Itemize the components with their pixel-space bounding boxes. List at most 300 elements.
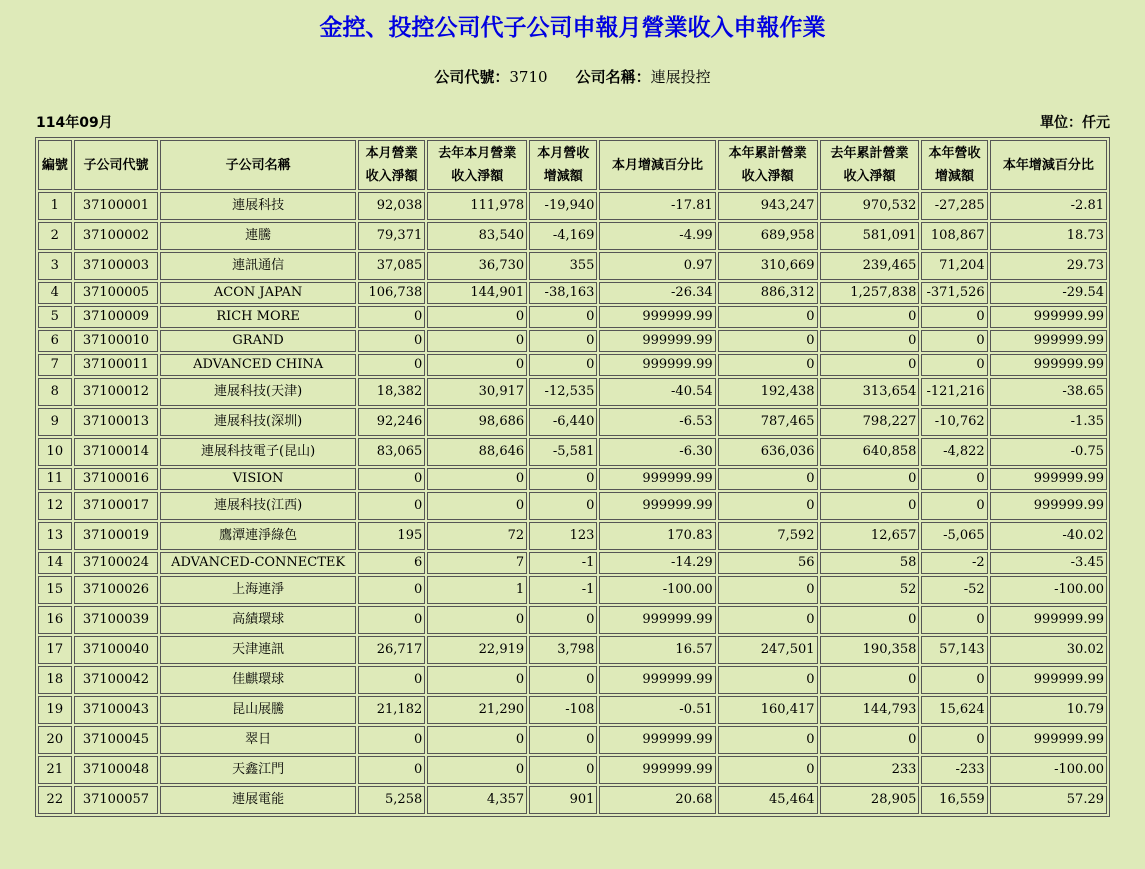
cell-subsidiary-name: 天津連訊 <box>160 636 356 664</box>
cell-ytd-change-pct: 999999.99 <box>990 306 1107 328</box>
cell-month-change: 901 <box>529 786 597 814</box>
cell-month-change: -4,169 <box>529 222 597 250</box>
cell-month-revenue: 0 <box>358 354 425 376</box>
cell-ytd-change: 15,624 <box>921 696 987 724</box>
cell-month-change: 0 <box>529 354 597 376</box>
header-month-revenue <box>358 140 425 190</box>
cell-ytd-change: -5,065 <box>921 522 987 550</box>
cell-month-change: 0 <box>529 606 597 634</box>
cell-no: 11 <box>38 468 72 490</box>
header-label: 本月營業 <box>365 146 418 161</box>
company-name-label: 公司名稱： <box>575 68 651 86</box>
cell-last-year-ytd-revenue: 190,358 <box>820 636 920 664</box>
cell-month-change: 355 <box>529 252 597 280</box>
cell-last-year-ytd-revenue: 0 <box>820 666 920 694</box>
cell-ytd-change: 57,143 <box>921 636 987 664</box>
cell-month-revenue: 5,258 <box>358 786 425 814</box>
cell-ytd-revenue: 160,417 <box>718 696 818 724</box>
cell-subsidiary-name: 鷹潭連淨綠色 <box>160 522 356 550</box>
cell-ytd-revenue: 0 <box>718 666 818 694</box>
cell-subsidiary-name: 天鑫江門 <box>160 756 356 784</box>
cell-last-year-ytd-revenue: 52 <box>820 576 920 604</box>
unit-label: 單位：仟元 <box>1040 115 1110 131</box>
cell-month-change: 0 <box>529 468 597 490</box>
report-period: 114年09月 <box>36 115 113 131</box>
cell-subsidiary-name: 翠日 <box>160 726 356 754</box>
cell-last-year-month-revenue: 30,917 <box>427 378 527 406</box>
table-row <box>38 636 1107 664</box>
cell-ytd-change-pct: -29.54 <box>990 282 1107 304</box>
header-last-year-ytd-revenue <box>820 140 920 190</box>
cell-subsidiary-code: 37100026 <box>74 576 159 604</box>
table-row <box>38 492 1107 520</box>
cell-no: 2 <box>38 222 72 250</box>
cell-subsidiary-name: 連展科技(江西) <box>160 492 356 520</box>
cell-ytd-change-pct: -100.00 <box>990 756 1107 784</box>
cell-month-revenue: 92,038 <box>358 192 425 220</box>
cell-month-change-pct: 20.68 <box>599 786 715 814</box>
cell-last-year-ytd-revenue: 239,465 <box>820 252 920 280</box>
table-row <box>38 222 1107 250</box>
cell-month-change: 0 <box>529 330 597 352</box>
cell-last-year-ytd-revenue: 581,091 <box>820 222 920 250</box>
cell-ytd-change-pct: -100.00 <box>990 576 1107 604</box>
cell-ytd-change: 0 <box>921 354 987 376</box>
cell-ytd-revenue: 45,464 <box>718 786 818 814</box>
cell-month-change-pct: -6.30 <box>599 438 715 466</box>
cell-subsidiary-code: 37100024 <box>74 552 159 574</box>
cell-last-year-month-revenue: 0 <box>427 666 527 694</box>
cell-last-year-ytd-revenue: 58 <box>820 552 920 574</box>
header-label: 收入淨額 <box>741 169 794 184</box>
cell-last-year-month-revenue: 0 <box>427 354 527 376</box>
cell-ytd-revenue: 0 <box>718 468 818 490</box>
cell-month-revenue: 0 <box>358 330 425 352</box>
cell-month-revenue: 195 <box>358 522 425 550</box>
cell-month-change-pct: -17.81 <box>599 192 715 220</box>
cell-last-year-ytd-revenue: 640,858 <box>820 438 920 466</box>
cell-last-year-ytd-revenue: 0 <box>820 354 920 376</box>
header-subsidiary-code <box>74 140 159 190</box>
table-row <box>38 576 1107 604</box>
cell-ytd-change-pct: 18.73 <box>990 222 1107 250</box>
cell-last-year-month-revenue: 1 <box>427 576 527 604</box>
cell-ytd-change-pct: -2.81 <box>990 192 1107 220</box>
cell-subsidiary-name: 連訊通信 <box>160 252 356 280</box>
cell-month-change-pct: 999999.99 <box>599 606 715 634</box>
header-label: 增減額 <box>543 169 583 184</box>
cell-ytd-change: -2 <box>921 552 987 574</box>
cell-month-revenue: 0 <box>358 726 425 754</box>
cell-no: 20 <box>38 726 72 754</box>
cell-ytd-change: -52 <box>921 576 987 604</box>
cell-subsidiary-name: RICH MORE <box>160 306 356 328</box>
cell-no: 19 <box>38 696 72 724</box>
cell-ytd-change: 0 <box>921 666 987 694</box>
cell-ytd-revenue: 886,312 <box>718 282 818 304</box>
cell-ytd-change: 0 <box>921 330 987 352</box>
table-row <box>38 282 1107 304</box>
cell-month-change-pct: 999999.99 <box>599 756 715 784</box>
cell-subsidiary-code: 37100057 <box>74 786 159 814</box>
cell-subsidiary-code: 37100003 <box>74 252 159 280</box>
cell-last-year-month-revenue: 0 <box>427 606 527 634</box>
cell-month-change: 0 <box>529 666 597 694</box>
cell-subsidiary-code: 37100019 <box>74 522 159 550</box>
cell-month-revenue: 37,085 <box>358 252 425 280</box>
header-label: 收入淨額 <box>451 169 504 184</box>
cell-month-change: 0 <box>529 492 597 520</box>
cell-ytd-revenue: 0 <box>718 306 818 328</box>
cell-last-year-ytd-revenue: 0 <box>820 468 920 490</box>
cell-no: 10 <box>38 438 72 466</box>
cell-no: 7 <box>38 354 72 376</box>
cell-ytd-change-pct: 10.79 <box>990 696 1107 724</box>
cell-last-year-ytd-revenue: 233 <box>820 756 920 784</box>
header-label: 增減額 <box>935 169 975 184</box>
header-label: 本月增減百分比 <box>612 157 704 173</box>
cell-subsidiary-code: 37100001 <box>74 192 159 220</box>
cell-no: 6 <box>38 330 72 352</box>
table-row <box>38 666 1107 694</box>
cell-ytd-revenue: 0 <box>718 756 818 784</box>
cell-subsidiary-code: 37100048 <box>74 756 159 784</box>
cell-ytd-revenue: 0 <box>718 576 818 604</box>
cell-month-revenue: 6 <box>358 552 425 574</box>
cell-no: 12 <box>38 492 72 520</box>
company-code: 3710 <box>509 68 548 86</box>
cell-month-change: -19,940 <box>529 192 597 220</box>
cell-month-revenue: 0 <box>358 756 425 784</box>
cell-subsidiary-code: 37100017 <box>74 492 159 520</box>
cell-last-year-month-revenue: 22,919 <box>427 636 527 664</box>
cell-month-change-pct: -14.29 <box>599 552 715 574</box>
company-info <box>0 66 1145 88</box>
header-no <box>38 140 72 190</box>
cell-month-change: -12,535 <box>529 378 597 406</box>
header-label: 編號 <box>41 157 68 173</box>
header-ytd-change <box>921 140 987 190</box>
header-label: 收入淨額 <box>365 169 418 184</box>
cell-last-year-month-revenue: 0 <box>427 468 527 490</box>
cell-subsidiary-code: 37100010 <box>74 330 159 352</box>
header-label: 本月營收 <box>537 146 590 161</box>
cell-last-year-month-revenue: 83,540 <box>427 222 527 250</box>
cell-subsidiary-code: 37100011 <box>74 354 159 376</box>
table-row <box>38 522 1107 550</box>
cell-ytd-change-pct: 999999.99 <box>990 492 1107 520</box>
cell-month-change-pct: -4.99 <box>599 222 715 250</box>
table-row <box>38 252 1107 280</box>
cell-last-year-month-revenue: 0 <box>427 756 527 784</box>
cell-last-year-ytd-revenue: 0 <box>820 492 920 520</box>
cell-month-revenue: 0 <box>358 306 425 328</box>
cell-subsidiary-name: 連展科技(深圳) <box>160 408 356 436</box>
cell-subsidiary-code: 37100040 <box>74 636 159 664</box>
cell-subsidiary-code: 37100043 <box>74 696 159 724</box>
cell-month-change: -1 <box>529 552 597 574</box>
cell-month-change: 0 <box>529 756 597 784</box>
cell-month-change: -5,581 <box>529 438 597 466</box>
cell-ytd-change: 0 <box>921 726 987 754</box>
header-month-change-pct <box>599 140 715 190</box>
cell-ytd-change-pct: -3.45 <box>990 552 1107 574</box>
cell-month-change: 0 <box>529 306 597 328</box>
cell-ytd-revenue: 56 <box>718 552 818 574</box>
cell-no: 18 <box>38 666 72 694</box>
cell-subsidiary-code: 37100045 <box>74 726 159 754</box>
cell-ytd-change: 0 <box>921 468 987 490</box>
cell-month-change: -38,163 <box>529 282 597 304</box>
cell-no: 9 <box>38 408 72 436</box>
company-name: 連展投控 <box>650 68 711 86</box>
cell-month-change-pct: -100.00 <box>599 576 715 604</box>
cell-ytd-change-pct: -38.65 <box>990 378 1107 406</box>
cell-subsidiary-code: 37100012 <box>74 378 159 406</box>
cell-last-year-month-revenue: 72 <box>427 522 527 550</box>
cell-subsidiary-name: 連展電能 <box>160 786 356 814</box>
cell-month-revenue: 79,371 <box>358 222 425 250</box>
header-ytd-revenue <box>718 140 818 190</box>
cell-ytd-revenue: 787,465 <box>718 408 818 436</box>
header-label: 去年本月營業 <box>438 146 517 161</box>
cell-ytd-change-pct: -1.35 <box>990 408 1107 436</box>
cell-month-revenue: 0 <box>358 468 425 490</box>
cell-last-year-month-revenue: 111,978 <box>427 192 527 220</box>
cell-last-year-ytd-revenue: 12,657 <box>820 522 920 550</box>
cell-last-year-month-revenue: 36,730 <box>427 252 527 280</box>
cell-last-year-month-revenue: 98,686 <box>427 408 527 436</box>
cell-month-change-pct: -6.53 <box>599 408 715 436</box>
cell-ytd-change-pct: 30.02 <box>990 636 1107 664</box>
cell-no: 3 <box>38 252 72 280</box>
cell-ytd-change: 0 <box>921 606 987 634</box>
table-body <box>38 192 1107 814</box>
cell-month-revenue: 106,738 <box>358 282 425 304</box>
cell-ytd-change-pct: -40.02 <box>990 522 1107 550</box>
cell-subsidiary-name: 連騰 <box>160 222 356 250</box>
cell-ytd-change-pct: 29.73 <box>990 252 1107 280</box>
cell-last-year-ytd-revenue: 313,654 <box>820 378 920 406</box>
cell-ytd-revenue: 943,247 <box>718 192 818 220</box>
cell-subsidiary-name: 連展科技電子(昆山) <box>160 438 356 466</box>
cell-subsidiary-name: 昆山展騰 <box>160 696 356 724</box>
cell-last-year-month-revenue: 7 <box>427 552 527 574</box>
cell-last-year-month-revenue: 0 <box>427 726 527 754</box>
cell-subsidiary-name: 連展科技 <box>160 192 356 220</box>
cell-ytd-change-pct: 999999.99 <box>990 354 1107 376</box>
cell-ytd-change: 0 <box>921 306 987 328</box>
cell-last-year-month-revenue: 144,901 <box>427 282 527 304</box>
table-row <box>38 468 1107 490</box>
cell-last-year-month-revenue: 0 <box>427 306 527 328</box>
table-row <box>38 438 1107 466</box>
cell-ytd-change: -233 <box>921 756 987 784</box>
table-header-row <box>38 140 1107 190</box>
cell-month-revenue: 21,182 <box>358 696 425 724</box>
cell-subsidiary-name: 佳麒環球 <box>160 666 356 694</box>
header-month-change <box>529 140 597 190</box>
table-row <box>38 726 1107 754</box>
cell-no: 21 <box>38 756 72 784</box>
cell-month-change: 0 <box>529 726 597 754</box>
header-ytd-change-pct <box>990 140 1107 190</box>
cell-month-revenue: 18,382 <box>358 378 425 406</box>
cell-last-year-month-revenue: 0 <box>427 492 527 520</box>
cell-month-change-pct: 999999.99 <box>599 306 715 328</box>
cell-ytd-revenue: 0 <box>718 330 818 352</box>
cell-subsidiary-name: 連展科技(天津) <box>160 378 356 406</box>
cell-ytd-change: 0 <box>921 492 987 520</box>
cell-last-year-ytd-revenue: 0 <box>820 606 920 634</box>
cell-ytd-change: 71,204 <box>921 252 987 280</box>
cell-subsidiary-code: 37100042 <box>74 666 159 694</box>
table-row <box>38 552 1107 574</box>
cell-ytd-change: -371,526 <box>921 282 987 304</box>
header-label: 收入淨額 <box>843 169 896 184</box>
cell-ytd-change-pct: 999999.99 <box>990 468 1107 490</box>
cell-last-year-ytd-revenue: 798,227 <box>820 408 920 436</box>
cell-last-year-month-revenue: 88,646 <box>427 438 527 466</box>
cell-no: 16 <box>38 606 72 634</box>
cell-subsidiary-name: ACON JAPAN <box>160 282 356 304</box>
cell-ytd-revenue: 636,036 <box>718 438 818 466</box>
cell-month-change-pct: 16.57 <box>599 636 715 664</box>
cell-subsidiary-code: 37100009 <box>74 306 159 328</box>
cell-subsidiary-name: VISION <box>160 468 356 490</box>
table-row <box>38 606 1107 634</box>
cell-ytd-change-pct: -0.75 <box>990 438 1107 466</box>
cell-subsidiary-name: ADVANCED CHINA <box>160 354 356 376</box>
cell-month-revenue: 26,717 <box>358 636 425 664</box>
cell-ytd-change-pct: 999999.99 <box>990 330 1107 352</box>
cell-no: 15 <box>38 576 72 604</box>
cell-month-change-pct: 999999.99 <box>599 468 715 490</box>
cell-ytd-change-pct: 57.29 <box>990 786 1107 814</box>
cell-subsidiary-code: 37100016 <box>74 468 159 490</box>
cell-subsidiary-code: 37100005 <box>74 282 159 304</box>
cell-no: 13 <box>38 522 72 550</box>
table-row <box>38 696 1107 724</box>
cell-last-year-ytd-revenue: 144,793 <box>820 696 920 724</box>
cell-no: 1 <box>38 192 72 220</box>
cell-ytd-revenue: 0 <box>718 726 818 754</box>
cell-last-year-month-revenue: 21,290 <box>427 696 527 724</box>
cell-ytd-change: 16,559 <box>921 786 987 814</box>
cell-ytd-change: -10,762 <box>921 408 987 436</box>
cell-month-change: -1 <box>529 576 597 604</box>
cell-month-revenue: 92,246 <box>358 408 425 436</box>
cell-month-revenue: 0 <box>358 492 425 520</box>
header-label: 子公司代號 <box>83 157 149 173</box>
cell-ytd-revenue: 247,501 <box>718 636 818 664</box>
cell-last-year-ytd-revenue: 0 <box>820 726 920 754</box>
header-label: 去年累計營業 <box>830 146 909 161</box>
cell-last-year-month-revenue: 0 <box>427 330 527 352</box>
header-label: 本年營收 <box>928 146 981 161</box>
company-code-label: 公司代號： <box>434 68 510 86</box>
cell-last-year-ytd-revenue: 28,905 <box>820 786 920 814</box>
cell-last-year-ytd-revenue: 1,257,838 <box>820 282 920 304</box>
cell-ytd-revenue: 0 <box>718 606 818 634</box>
cell-subsidiary-code: 37100002 <box>74 222 159 250</box>
table-row <box>38 756 1107 784</box>
header-label: 本年增減百分比 <box>1002 157 1094 173</box>
cell-ytd-revenue: 0 <box>718 354 818 376</box>
cell-no: 8 <box>38 378 72 406</box>
cell-month-change: 123 <box>529 522 597 550</box>
table-row <box>38 786 1107 814</box>
cell-subsidiary-code: 37100013 <box>74 408 159 436</box>
cell-last-year-ytd-revenue: 0 <box>820 330 920 352</box>
table-row <box>38 330 1107 352</box>
cell-month-change-pct: 170.83 <box>599 522 715 550</box>
cell-last-year-month-revenue: 4,357 <box>427 786 527 814</box>
table-row <box>38 192 1107 220</box>
cell-ytd-change-pct: 999999.99 <box>990 666 1107 694</box>
cell-ytd-change-pct: 999999.99 <box>990 726 1107 754</box>
header-label: 本年累計營業 <box>728 146 807 161</box>
cell-subsidiary-name: 高績環球 <box>160 606 356 634</box>
cell-ytd-change: -4,822 <box>921 438 987 466</box>
cell-month-change-pct: 0.97 <box>599 252 715 280</box>
cell-subsidiary-name: GRAND <box>160 330 356 352</box>
cell-subsidiary-name: ADVANCED-CONNECTEK <box>160 552 356 574</box>
table-row <box>38 378 1107 406</box>
header-last-year-month-revenue <box>427 140 527 190</box>
cell-month-change: -108 <box>529 696 597 724</box>
cell-month-change-pct: 999999.99 <box>599 726 715 754</box>
cell-ytd-change: 108,867 <box>921 222 987 250</box>
cell-month-change-pct: -26.34 <box>599 282 715 304</box>
cell-month-change: 3,798 <box>529 636 597 664</box>
cell-ytd-change: -27,285 <box>921 192 987 220</box>
cell-no: 17 <box>38 636 72 664</box>
cell-no: 5 <box>38 306 72 328</box>
cell-ytd-revenue: 192,438 <box>718 378 818 406</box>
header-label: 子公司名稱 <box>225 157 291 173</box>
header-subsidiary-name <box>160 140 356 190</box>
table-row <box>38 408 1107 436</box>
page-title: 金控、投控公司代子公司申報月營業收入申報作業 <box>319 15 826 41</box>
cell-month-revenue: 83,065 <box>358 438 425 466</box>
cell-month-change-pct: 999999.99 <box>599 330 715 352</box>
cell-no: 4 <box>38 282 72 304</box>
cell-month-change-pct: 999999.99 <box>599 492 715 520</box>
cell-subsidiary-code: 37100039 <box>74 606 159 634</box>
cell-month-change: -6,440 <box>529 408 597 436</box>
cell-ytd-revenue: 7,592 <box>718 522 818 550</box>
cell-ytd-revenue: 0 <box>718 492 818 520</box>
cell-ytd-revenue: 310,669 <box>718 252 818 280</box>
table-row <box>38 306 1107 328</box>
cell-ytd-change: -121,216 <box>921 378 987 406</box>
cell-month-change-pct: -40.54 <box>599 378 715 406</box>
cell-month-change-pct: -0.51 <box>599 696 715 724</box>
cell-month-revenue: 0 <box>358 576 425 604</box>
cell-subsidiary-name: 上海連淨 <box>160 576 356 604</box>
cell-no: 22 <box>38 786 72 814</box>
cell-ytd-revenue: 689,958 <box>718 222 818 250</box>
cell-last-year-ytd-revenue: 970,532 <box>820 192 920 220</box>
cell-subsidiary-code: 37100014 <box>74 438 159 466</box>
cell-month-revenue: 0 <box>358 666 425 694</box>
cell-month-change-pct: 999999.99 <box>599 354 715 376</box>
table-row <box>38 354 1107 376</box>
revenue-table <box>35 137 1110 817</box>
cell-last-year-ytd-revenue: 0 <box>820 306 920 328</box>
cell-month-change-pct: 999999.99 <box>599 666 715 694</box>
